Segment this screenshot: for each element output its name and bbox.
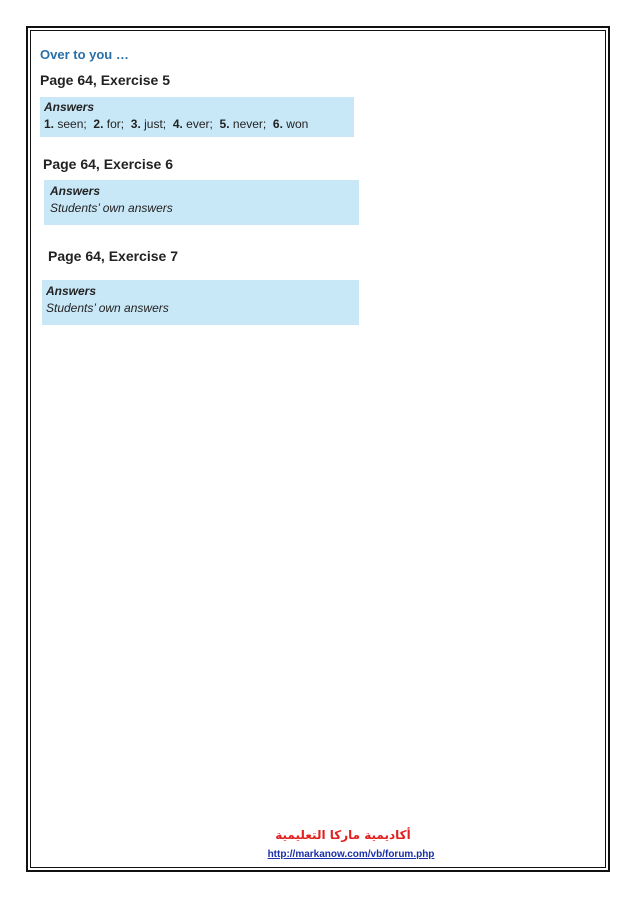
answer-text: for; (106, 117, 125, 131)
answer-number: 3. (130, 117, 141, 131)
answer-text: never; (232, 117, 267, 131)
exercise-7-answers-title: Answers (46, 284, 97, 298)
exercise-6-answers-text: Students’ own answers (50, 201, 173, 215)
answer-text: ever; (186, 117, 213, 131)
answer-number: 2. (93, 117, 104, 131)
exercise-6-answer-box (44, 180, 359, 225)
exercise-5-answers-title: Answers (44, 100, 95, 114)
exercise-7-answers-text: Students’ own answers (46, 301, 169, 315)
exercise-6-heading: Page 64, Exercise 6 (43, 156, 173, 172)
answer-number: 1. (44, 117, 55, 131)
answer-text: just; (144, 117, 167, 131)
exercise-7-heading: Page 64, Exercise 7 (48, 248, 178, 264)
exercise-6-answers-title: Answers (50, 184, 101, 198)
answer-number: 4. (172, 117, 183, 131)
answer-number: 6. (272, 117, 283, 131)
answer-text: seen; (57, 117, 87, 131)
exercise-7-answer-box (42, 280, 359, 325)
exercise-5-answers-list (44, 115, 350, 133)
section-title: Over to you … (40, 47, 129, 62)
answer-text: won (286, 117, 309, 131)
footer-forum-link[interactable]: http://markanow.com/vb/forum.php (267, 849, 435, 860)
answer-number: 5. (219, 117, 230, 131)
footer-academy-name: أكاديمية ماركا التعليمية (275, 828, 411, 842)
exercise-5-heading: Page 64, Exercise 5 (40, 72, 170, 88)
exercise-5-answer-box (40, 97, 354, 137)
